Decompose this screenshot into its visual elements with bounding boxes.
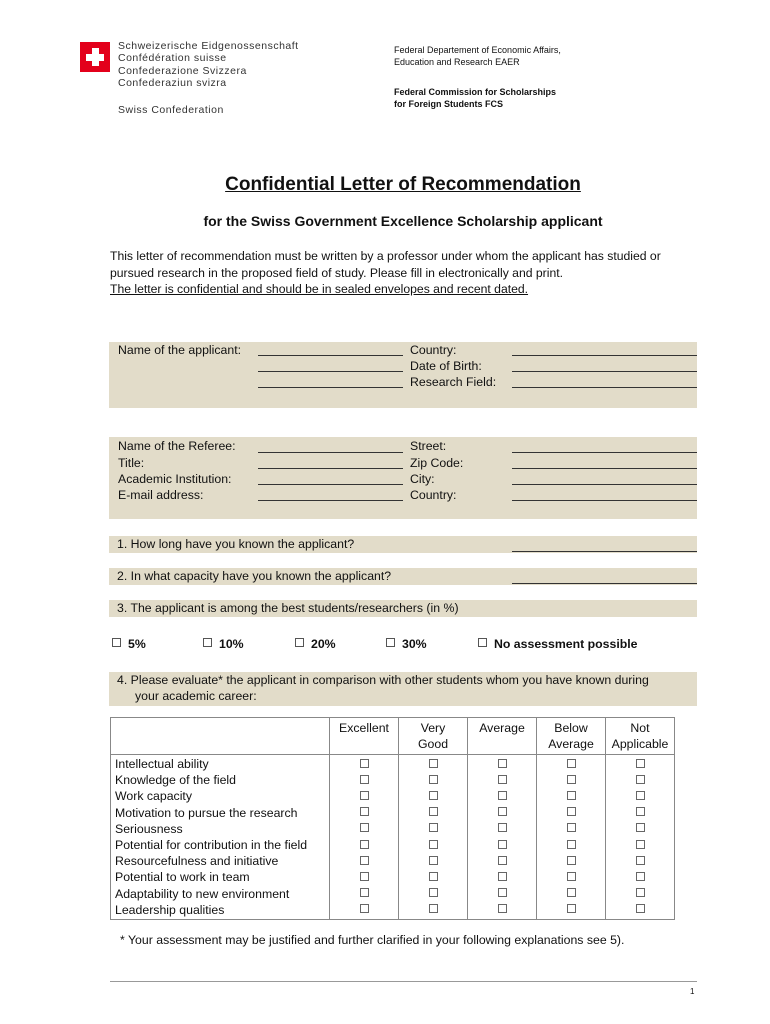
applicant-dob-label: Date of Birth: (410, 359, 482, 373)
rating-cell (606, 885, 674, 901)
rating-checkbox[interactable] (360, 904, 369, 913)
referee-city-field[interactable] (512, 484, 697, 485)
rating-cell (330, 836, 398, 852)
rating-checkbox[interactable] (636, 807, 645, 816)
option-5-label: 5% (128, 637, 146, 651)
col-below-average (537, 755, 606, 920)
question-4-line1: 4. Please evaluate* the applicant in comparison with other students whom you have known during (117, 673, 649, 687)
rating-cell (399, 868, 467, 884)
rating-cell (537, 852, 605, 868)
rating-cell (606, 804, 674, 820)
rating-checkbox[interactable] (567, 791, 576, 800)
rating-cell (537, 868, 605, 884)
applicant-name-field[interactable] (258, 355, 403, 356)
rating-checkbox[interactable] (567, 759, 576, 768)
rating-checkbox[interactable] (567, 775, 576, 784)
rating-cell (468, 771, 536, 787)
intro-line2: pursued research in the proposed field of study. Please fill in electronically and print. (110, 265, 563, 280)
referee-street-label: Street: (410, 439, 447, 453)
rating-checkbox[interactable] (360, 840, 369, 849)
rating-cell (606, 901, 674, 917)
rating-checkbox[interactable] (360, 856, 369, 865)
rating-cell (537, 771, 605, 787)
trait-knowledge-field: Knowledge of the field (115, 773, 237, 788)
rating-checkbox[interactable] (567, 872, 576, 881)
intro-line1: This letter of recommendation must be written by a professor under whom the applicant has studied or (110, 249, 661, 263)
rating-checkbox[interactable] (636, 759, 645, 768)
rating-checkbox[interactable] (429, 791, 438, 800)
rating-checkbox[interactable] (498, 888, 507, 897)
rating-checkbox[interactable] (360, 775, 369, 784)
applicant-name-field-3[interactable] (258, 387, 403, 388)
col-average (468, 755, 537, 920)
col-header-very-good: Very Good (399, 718, 468, 755)
rating-checkbox[interactable] (360, 888, 369, 897)
applicant-research-field[interactable] (512, 387, 697, 388)
rating-cell (468, 755, 536, 771)
question-2-field[interactable] (512, 583, 697, 584)
rating-checkbox[interactable] (429, 872, 438, 881)
rating-checkbox[interactable] (429, 840, 438, 849)
rating-cell (330, 771, 398, 787)
trait-list (111, 755, 330, 920)
rating-checkbox[interactable] (429, 775, 438, 784)
rating-checkbox[interactable] (360, 823, 369, 832)
rating-checkbox[interactable] (567, 888, 576, 897)
trait-intellectual-ability: Intellectual ability (115, 757, 209, 771)
trait-adaptability: Adaptability to new environment (115, 886, 290, 901)
rating-cell (468, 836, 536, 852)
referee-country-field[interactable] (512, 500, 697, 501)
page-number: 1 (690, 987, 695, 996)
commission-block (394, 86, 556, 110)
referee-name-label: Name of the Referee: (118, 439, 236, 453)
rating-cell (399, 771, 467, 787)
rating-cell (606, 787, 674, 803)
trait-motivation: Motivation to pursue the research (115, 805, 298, 820)
rating-cell (468, 901, 536, 917)
referee-country-label: Country: (410, 488, 457, 502)
question-1-label: 1. How long have you known the applicant? (117, 537, 355, 551)
department-block (394, 44, 561, 68)
rating-checkbox[interactable] (567, 807, 576, 816)
rating-cell (399, 804, 467, 820)
page-subtitle: for the Swiss Government Excellence Scholarship applicant (203, 213, 603, 229)
rating-checkbox[interactable] (498, 823, 507, 832)
col-header-below-average: Below Average (537, 718, 606, 755)
rating-checkbox[interactable] (429, 904, 438, 913)
trait-seriousness: Seriousness (115, 821, 183, 836)
rating-cell (330, 885, 398, 901)
question-1-field[interactable] (512, 551, 697, 552)
rating-checkbox[interactable] (636, 840, 645, 849)
rating-cell (330, 804, 398, 820)
rating-cell (399, 836, 467, 852)
rating-cell (537, 836, 605, 852)
option-no-assessment-checkbox[interactable] (478, 638, 487, 647)
rating-cell (399, 787, 467, 803)
trait-teamwork: Potential to work in team (115, 870, 250, 885)
option-10-checkbox[interactable] (203, 638, 212, 647)
rating-checkbox[interactable] (429, 807, 438, 816)
referee-institution-label: Academic Institution: (118, 472, 232, 486)
trait-header (111, 718, 330, 755)
conf-name-rm: Confederaziun svizra (118, 76, 227, 89)
rating-cell (330, 901, 398, 917)
rating-cell (606, 836, 674, 852)
rating-checkbox[interactable] (429, 888, 438, 897)
fcs-line2: for Foreign Students FCS (394, 99, 503, 109)
rating-checkbox[interactable] (636, 872, 645, 881)
rating-cell (468, 820, 536, 836)
referee-name-field[interactable] (258, 452, 403, 453)
rating-checkbox[interactable] (429, 856, 438, 865)
intro-line3: The letter is confidential and should be in sealed envelopes and recent dated. (110, 282, 529, 296)
col-header-not-applicable: Not Applicable (606, 718, 675, 755)
conf-name-it: Confederazione Svizzera (118, 64, 247, 77)
dept-line2: Education and Research EAER (394, 57, 520, 67)
evaluation-body-row (111, 755, 675, 920)
rating-checkbox[interactable] (567, 856, 576, 865)
rating-checkbox[interactable] (429, 823, 438, 832)
referee-zip-label: Zip Code: (410, 456, 464, 470)
rating-cell (330, 852, 398, 868)
referee-title-label: Title: (118, 456, 145, 470)
rating-checkbox[interactable] (636, 856, 645, 865)
rating-checkbox[interactable] (498, 759, 507, 768)
rating-cell (468, 804, 536, 820)
rating-cell (330, 868, 398, 884)
question-2-label: 2. In what capacity have you known the applicant? (117, 569, 392, 583)
rating-cell (537, 885, 605, 901)
option-20-label: 20% (311, 637, 336, 651)
rating-cell (606, 771, 674, 787)
rating-cell (537, 804, 605, 820)
referee-institution-field[interactable] (258, 484, 403, 485)
col-header-average: Average (468, 718, 537, 755)
rating-checkbox[interactable] (636, 823, 645, 832)
referee-email-label: E-mail address: (118, 488, 204, 502)
rating-cell (399, 755, 467, 771)
referee-email-field[interactable] (258, 500, 403, 501)
evaluation-table (110, 717, 675, 920)
rating-cell (468, 868, 536, 884)
rating-cell (468, 787, 536, 803)
referee-city-label: City: (410, 472, 435, 486)
question-4-bar (109, 672, 697, 706)
col-very-good (399, 755, 468, 920)
rating-checkbox[interactable] (429, 759, 438, 768)
applicant-country-field[interactable] (512, 355, 697, 356)
rating-cell (606, 755, 674, 771)
fcs-line1: Federal Commission for Scholarships (394, 87, 557, 97)
rating-checkbox[interactable] (498, 791, 507, 800)
applicant-dob-field[interactable] (512, 371, 697, 372)
rating-checkbox[interactable] (498, 856, 507, 865)
rating-checkbox[interactable] (360, 807, 369, 816)
referee-title-field[interactable] (258, 468, 403, 469)
evaluation-header-row (111, 718, 675, 755)
rating-checkbox[interactable] (498, 807, 507, 816)
rating-checkbox[interactable] (636, 904, 645, 913)
rating-checkbox[interactable] (498, 840, 507, 849)
footnote: * Your assessment may be justified and further clarified in your following explanations see 5). (120, 933, 625, 947)
trait-resourcefulness: Resourcefulness and initiative (115, 854, 279, 869)
rating-checkbox[interactable] (636, 888, 645, 897)
col-not-applicable (606, 755, 675, 920)
rating-cell (468, 885, 536, 901)
rating-checkbox[interactable] (498, 872, 507, 881)
rating-checkbox[interactable] (636, 775, 645, 784)
applicant-name-field-2[interactable] (258, 371, 403, 372)
rating-cell (537, 755, 605, 771)
rating-checkbox[interactable] (498, 904, 507, 913)
rating-cell (330, 787, 398, 803)
option-no-assessment-label: No assessment possible (494, 637, 638, 651)
dept-line1: Federal Departement of Economic Affairs, (394, 45, 561, 55)
rating-cell (330, 755, 398, 771)
page-title: Confidential Letter of Recommendation (225, 174, 581, 195)
rating-cell (468, 852, 536, 868)
conf-name-de: Schweizerische Eidgenossenschaft (118, 40, 299, 52)
rating-checkbox[interactable] (567, 823, 576, 832)
rating-cell (399, 820, 467, 836)
rating-checkbox[interactable] (636, 791, 645, 800)
applicant-name-label: Name of the applicant: (118, 343, 242, 357)
rating-cell (399, 885, 467, 901)
rating-checkbox[interactable] (360, 872, 369, 881)
trait-leadership: Leadership qualities (115, 902, 225, 917)
conf-name-fr: Confédération suisse (118, 52, 227, 65)
rating-checkbox[interactable] (498, 775, 507, 784)
option-20-checkbox[interactable] (295, 638, 304, 647)
rating-cell (537, 787, 605, 803)
rating-cell (606, 868, 674, 884)
referee-street-field[interactable] (512, 452, 697, 453)
rating-cell (606, 820, 674, 836)
rating-cell (330, 820, 398, 836)
rating-cell (399, 852, 467, 868)
rating-cell (606, 852, 674, 868)
option-10-label: 10% (219, 637, 244, 651)
question-3-label: 3. The applicant is among the best students/researchers (in %) (117, 601, 459, 615)
rating-cell (399, 901, 467, 917)
applicant-country-label: Country: (410, 343, 457, 357)
rating-checkbox[interactable] (567, 904, 576, 913)
option-30-checkbox[interactable] (386, 638, 395, 647)
rating-checkbox[interactable] (360, 759, 369, 768)
col-header-excellent: Excellent (330, 718, 399, 755)
referee-zip-field[interactable] (512, 468, 697, 469)
intro-text (110, 248, 710, 298)
rating-cell (537, 901, 605, 917)
footer-divider (110, 981, 697, 982)
question-3-bar (109, 600, 697, 617)
rating-checkbox[interactable] (360, 791, 369, 800)
swiss-flag-logo (80, 42, 110, 72)
rating-cell (537, 820, 605, 836)
option-30-label: 30% (402, 637, 427, 651)
swiss-confederation-label: Swiss Confederation (118, 104, 224, 116)
rating-checkbox[interactable] (567, 840, 576, 849)
applicant-research-label: Research Field: (410, 375, 497, 389)
question-4-line2: your academic career: (135, 689, 257, 703)
confederation-names (118, 40, 299, 89)
trait-work-capacity: Work capacity (115, 789, 192, 804)
trait-potential-contribution: Potential for contribution in the field (115, 838, 308, 853)
option-5-checkbox[interactable] (112, 638, 121, 647)
col-excellent (330, 755, 399, 920)
